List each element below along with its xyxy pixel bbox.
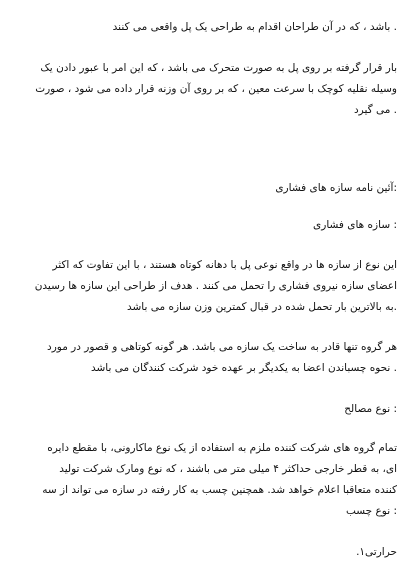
paragraph-line: این نوع از سازه ها در واقع نوعی پل با دهانه کوتاه هستند ، با این تفاوت که اکثر xyxy=(52,259,397,271)
paragraph-line: . نحوه چسباندن اعضا به یکدیگر بر عهده خود شرکت کنندگان می باشد xyxy=(90,362,397,374)
section-heading: حرارتی۱. xyxy=(356,546,397,558)
paragraph-line: کننده متعاقبا اعلام خواهد شد. همچنین چسب به کار رفته در سازه می تواند از سه xyxy=(42,484,397,496)
paragraph-line: اعضای سازه نیروی فشاری را تحمل می کنند . هدف از طراحی این سازه ها رسیدن xyxy=(34,280,397,292)
paragraph-line: تمام گروه های شرکت کننده ملزم به استفاده از یک نوع ماکارونی، با مقطع دایره xyxy=(47,442,397,454)
paragraph-line: . می گیرد xyxy=(353,104,397,116)
paragraph-line: ای، به قطر خارجی حداکثر ۴ میلی متر می باشند ، که نوع ومارک شرکت تولید xyxy=(59,463,397,475)
section-heading: : سازه های فشاری xyxy=(313,219,397,231)
section-heading: :آئین نامه سازه های فشاری xyxy=(275,182,397,194)
paragraph-line: .به بالاترین بار تحمل شده در قبال کمترین وزن سازه می باشد xyxy=(126,301,397,313)
paragraph-line: بار قرار گرفته بر روی پل به صورت متحرک می باشد ، که این امر با عبور دادن یک xyxy=(40,62,397,74)
paragraph-line: : نوع چسب xyxy=(346,505,397,517)
paragraph-line: وسیله نقلیه کوچک با سرعت معین ، که بر روی آن وزنه قرار داده می شود ، صورت xyxy=(35,83,397,95)
paragraph-line: . باشد ، که در آن طراحان اقدام به طراحی یک پل واقعی می کنند xyxy=(112,21,397,33)
section-heading: : نوع مصالح xyxy=(344,403,397,415)
paragraph-line: هر گروه تنها قادر به ساخت یک سازه می باشد. هر گونه کوتاهی و قصور در مورد xyxy=(47,341,397,353)
